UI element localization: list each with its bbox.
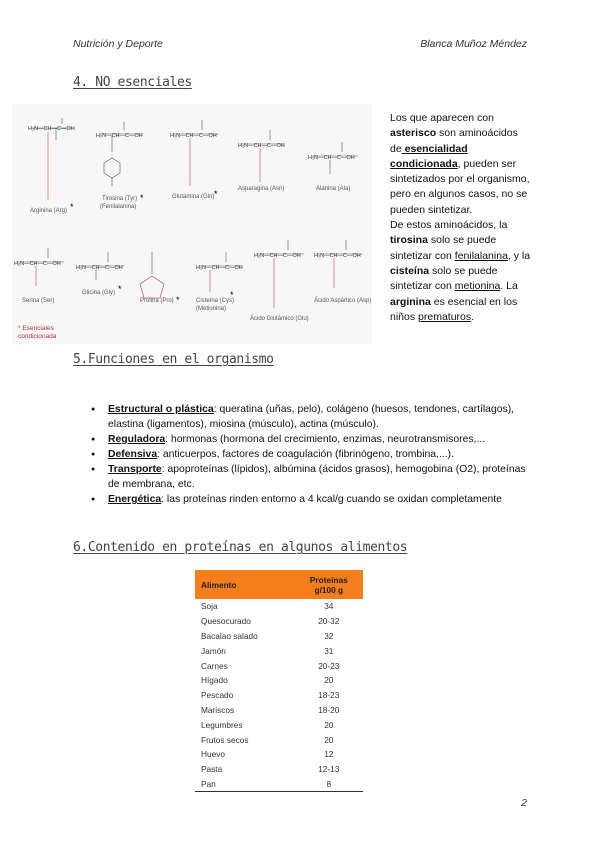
table-row bbox=[195, 703, 363, 718]
amino-acid-figure bbox=[12, 104, 372, 344]
list-item: ● Transporte: apoproteínas (lípidos), albúmina (ácidos grasos), hemogobina (O2), proteínas de membrana, etc. bbox=[92, 462, 532, 492]
protein-table bbox=[195, 570, 363, 792]
section-5-title: 5.Funciones en el organismo bbox=[73, 352, 274, 367]
protein-cell: 12 bbox=[324, 749, 334, 760]
table-row bbox=[195, 658, 363, 673]
protein-cell: 12-13 bbox=[318, 764, 340, 775]
section-4-title: 4. NO esenciales bbox=[73, 75, 192, 90]
food-cell: Soja bbox=[201, 601, 218, 612]
table-row bbox=[195, 643, 363, 658]
svg-text:H₂N—CH—C—OH: H₂N—CH—C—OH bbox=[254, 253, 301, 259]
protein-cell: 32 bbox=[324, 630, 334, 641]
label-alanina: Alanina (Ala) bbox=[316, 186, 351, 192]
protein-cell: 20-32 bbox=[318, 616, 340, 627]
svg-text:H₂N—CH—C—OH: H₂N—CH—C—OH bbox=[314, 253, 361, 259]
protein-cell: 8 bbox=[295, 777, 363, 792]
label-asparagina: Asparagina (Asn) bbox=[238, 186, 285, 192]
svg-text:H₂N—CH—C—OH: H₂N—CH—C—OH bbox=[170, 133, 217, 139]
food-cell: Carnes bbox=[201, 660, 228, 671]
table-row bbox=[195, 673, 363, 688]
table-row bbox=[195, 599, 363, 614]
label-glutamico: Ácido Glutámico (Glu) bbox=[250, 316, 309, 322]
protein-cell: 20 bbox=[324, 675, 334, 686]
amino-acid-structures bbox=[12, 104, 372, 344]
protein-cell: 20 bbox=[324, 719, 334, 730]
table-header-row bbox=[195, 570, 363, 599]
functions-list bbox=[92, 402, 532, 507]
svg-text:H₂N—CH—C—OH: H₂N—CH—C—OH bbox=[308, 155, 355, 161]
asterisk-glicina: * bbox=[118, 284, 122, 294]
list-item: ● Energética: las proteínas rinden entorno a 4 kcal/g cuando se oxidan completamente bbox=[92, 492, 532, 507]
section-6-title: 6.Contenido en proteínas en algunos alimentos bbox=[73, 540, 408, 555]
asterisk-tirosina: * bbox=[140, 193, 144, 203]
food-cell: Bacalao salado bbox=[201, 630, 258, 641]
label-serina: Serina (Ser) bbox=[22, 298, 55, 304]
svg-text:H₂N—CH—C—OH: H₂N—CH—C—OH bbox=[96, 133, 143, 139]
table-row bbox=[195, 717, 363, 732]
food-cell: Jamón bbox=[201, 645, 226, 656]
food-cell: Mariscos bbox=[201, 704, 235, 715]
table-row bbox=[195, 732, 363, 747]
asterisk-glutamina: * bbox=[214, 189, 218, 199]
food-cell: Pan bbox=[195, 777, 295, 792]
table-row bbox=[195, 629, 363, 644]
protein-cell: 20-23 bbox=[318, 660, 340, 671]
label-aspartico: Ácido Aspártico (Asp) bbox=[314, 298, 372, 304]
list-item: ● Estructural o plástica: queratina (uñas, pelo), colágeno (huesos, tendones, cartílagos), elastina (ligamentos), miosina (músculo), actina (músculo). bbox=[92, 402, 532, 432]
header-alimento: Alimento bbox=[195, 570, 295, 599]
label-cisteina-sub: (Metionina) bbox=[196, 306, 227, 312]
food-cell: Frutos secos bbox=[201, 734, 249, 745]
figure-note: * Esenciales condicionada bbox=[18, 325, 57, 340]
svg-text:H₂N—CH—C—OH: H₂N—CH—C—OH bbox=[76, 265, 123, 271]
label-tirosina-sub: (Fenilalanina) bbox=[100, 204, 137, 210]
side-explanation: Los que aparecen con asterisco son aminoácidos de esencialidad condicionada, pueden ser sintetizados por el organismo, pero en algunos casos, no se pueden sintetizar. De estos aminoácidos, la tirosina solo se puede sintetizar con fenilalanina, y la cisteína solo se puede sintetizar con metionina. La arginina es esencial en los niños prematuros. bbox=[390, 112, 531, 323]
food-cell: Hígado bbox=[201, 675, 228, 686]
asterisk-arginina: * bbox=[70, 202, 74, 212]
list-item: ● Reguladora: hormonas (hormona del crecimiento, enzimas, neurotransmisores,... bbox=[92, 432, 532, 447]
list-item: ● Defensiva: anticuerpos, factores de coagulación (fibrinógeno, trombina,...). bbox=[92, 447, 532, 462]
svg-text:H₂N—CH—C—OH: H₂N—CH—C—OH bbox=[14, 261, 61, 267]
protein-cell: 31 bbox=[324, 645, 334, 656]
protein-cell: 18-20 bbox=[318, 704, 340, 715]
label-prolina: Prolina (Pro) bbox=[140, 298, 174, 304]
header-author: Blanca Muñoz Méndez bbox=[420, 38, 527, 50]
table-row bbox=[195, 688, 363, 703]
label-cisteina: Cisteína (Cys) bbox=[196, 298, 235, 304]
food-cell: Huevo bbox=[201, 749, 225, 760]
label-arginina: Arginina (Arg) bbox=[30, 208, 68, 214]
protein-cell: 34 bbox=[324, 601, 334, 612]
asterisk-prolina: * bbox=[176, 295, 180, 305]
protein-cell: 20 bbox=[324, 734, 334, 745]
table-row bbox=[195, 747, 363, 762]
label-tirosina: Tirosina (Tyr) bbox=[102, 196, 138, 202]
header-course: Nutrición y Deporte bbox=[73, 38, 163, 50]
food-cell: Pescado bbox=[201, 690, 234, 701]
table-row bbox=[195, 762, 363, 777]
table-row bbox=[195, 777, 363, 792]
asterisk-cisteina: * bbox=[230, 290, 234, 300]
food-cell: Legumbres bbox=[201, 719, 243, 730]
protein-cell: 18-23 bbox=[318, 690, 340, 701]
page-number: 2 bbox=[521, 797, 527, 809]
table-row bbox=[195, 614, 363, 629]
food-cell: Quesocurado bbox=[201, 616, 251, 627]
label-glutamina: Glutamina (Gln) bbox=[172, 194, 215, 200]
svg-text:H₂N—CH—C—OH: H₂N—CH—C—OH bbox=[196, 265, 243, 271]
food-cell: Pasta bbox=[201, 764, 223, 775]
svg-text:H₂N—CH—C—OH: H₂N—CH—C—OH bbox=[28, 126, 75, 132]
header-proteinas: Proteínas g/100 g bbox=[295, 570, 363, 599]
label-glicina: Glicina (Gly) bbox=[82, 290, 116, 296]
svg-text:H₂N—CH—C—OH: H₂N—CH—C—OH bbox=[238, 143, 285, 149]
